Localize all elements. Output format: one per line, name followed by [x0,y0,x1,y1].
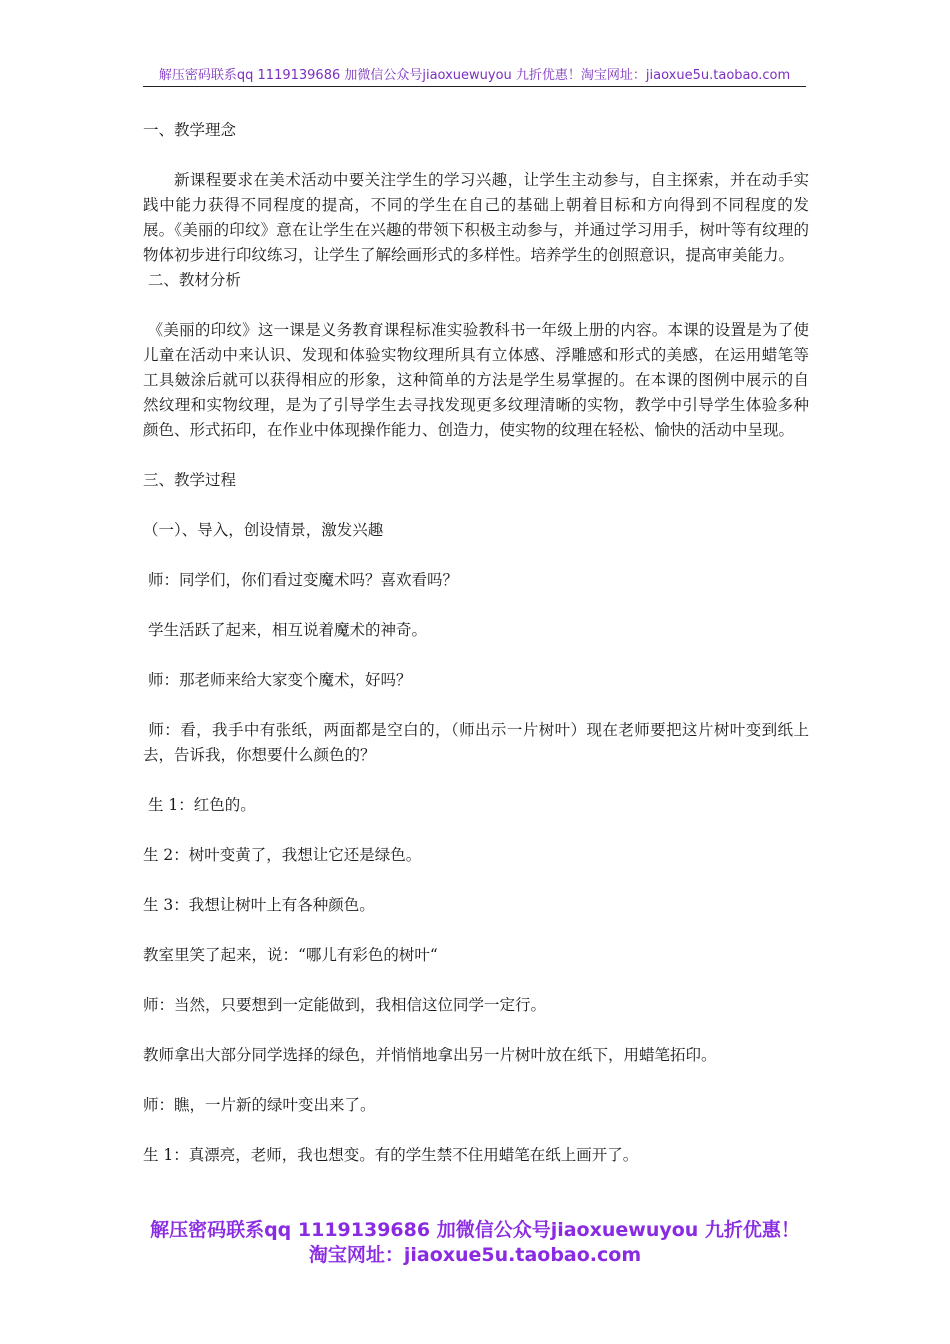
dialog-line: 师：同学们，你们看过变魔术吗？喜欢看吗？ [143,571,458,589]
dialog-line: 生 1：红色的。 [143,796,256,814]
page-header [143,64,806,87]
dialog-line: 教室里笑了起来，说：“哪儿有彩色的树叶“ [143,946,438,964]
section-1-body: 新课程要求在美术活动中要关注学生的学习兴趣，让学生主动参与，自主探索，并在动手实践中能力获得不同程度的提高，不同的学生在自己的基础上朝着目标和方向得到不同程度的发展。《美丽的印纹》意在让学生在兴趣的带领下积极主动参与，并通过学习用手，树叶等有纹理的物体初步进行印纹练习，让学生了解绘画形式的多样性。培养学生的创照意识，提高审美能力。 [143,171,809,264]
dialog-line: 学生活跃了起来，相互说着魔术的神奇。 [143,621,427,639]
section-2-body: 《美丽的印纹》这一课是义务教育课程标准实验教科书一年级上册的内容。本课的设置是为了使儿童在活动中来认识、发现和体验实物纹理所具有立体感、浮雕感和形式的美感，在运用蜡笔等工具皴涂后就可以获得相应的形象，这种简单的方法是学生易掌握的。在本课的图例中展示的自然纹理和实物纹理，是为了引导学生去寻找发现更多纹理清晰的实物，教学中引导学生体验多种颜色、形式拓印，在作业中体现操作能力、创造力，使实物的纹理在轻松、愉快的活动中呈现。 [143,321,809,439]
section-1-title: 一、教学理念 [143,121,237,139]
dialog-line: 生 1：真漂亮，老师，我也想变。有的学生禁不住用蜡笔在纸上画开了。 [143,1146,639,1164]
footer-line-2: 淘宝网址：jiaoxue5u.taobao.com [308,1244,642,1266]
header-text: 解压密码联系qq 1119139686 加微信公众号jiaoxuewuyou 九折优惠！淘宝网址：jiaoxue5u.taobao.com [158,68,791,83]
dialog-line: 生 3：我想让树叶上有各种颜色。 [143,896,375,914]
section-3-title: 三、教学过程 [143,471,237,489]
page-footer [0,1218,950,1268]
dialog-line: 师：瞧，一片新的绿叶变出来了。 [143,1096,376,1114]
dialog-line: 教师拿出大部分同学选择的绿色，并悄悄地拿出另一片树叶放在纸下，用蜡笔拓印。 [143,1046,717,1064]
section-3-subtitle: （一）、导入，创设情景，激发兴趣 [143,521,384,539]
footer-line-1: 解压密码联系qq 1119139686 加微信公众号jiaoxuewuyou 九折优惠！ [150,1219,800,1241]
document-body [143,118,809,1168]
dialog-line: 师：当然，只要想到一定能做到，我相信这位同学一定行。 [143,996,547,1014]
section-2-title: 二、教材分析 [143,271,241,289]
dialog-line: 师：那老师来给大家变个魔术，好吗？ [143,671,412,689]
dialog-line: 生 2：树叶变黄了，我想让它还是绿色。 [143,846,422,864]
dialog-line: 师：看，我手中有张纸，两面都是空白的，（师出示一片树叶）现在老师要把这片树叶变到纸上去，告诉我，你想要什么颜色的？ [143,721,809,764]
